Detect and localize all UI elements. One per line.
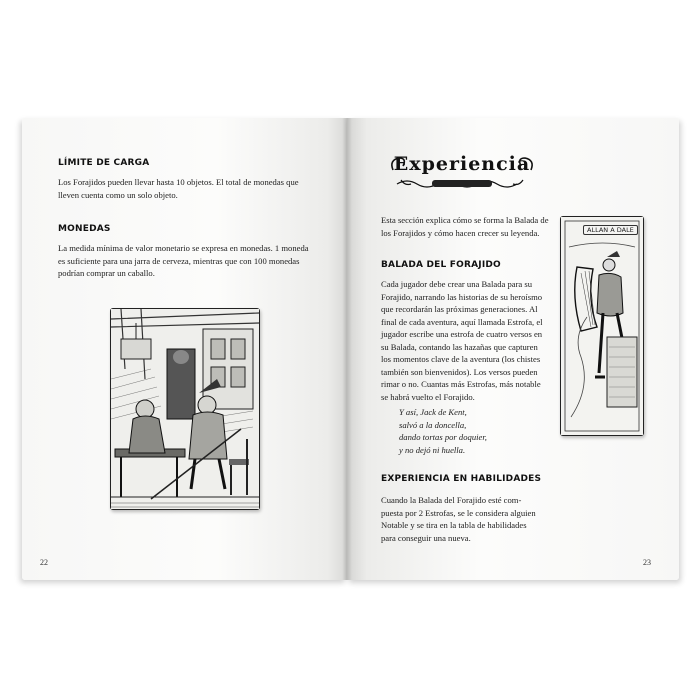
- intro-paragraph: [381, 214, 557, 239]
- book-gutter: [342, 118, 352, 580]
- text-line: Esta sección explica cómo se forma la Balada de: [381, 215, 549, 225]
- verse-line: salvó a la doncella,: [399, 419, 467, 430]
- text-line: su Balada, contando las hazañas que capturen: [381, 341, 538, 352]
- text-line: es suficiente para una jarra de cerveza, mientras que con 100 monedas: [58, 255, 300, 266]
- illustration-caption: ALLAN A DALE: [583, 225, 638, 235]
- text-line: se habrá vuelto el Forajido.: [381, 391, 475, 402]
- ballad-verse: [399, 406, 487, 456]
- text-line: que recordarán las próximas generaciones. Al: [381, 304, 538, 314]
- page-number-right: 23: [643, 558, 651, 567]
- text-line: Cuando la Balada del Forajido esté com-: [381, 495, 522, 505]
- verse-line: y no dejó ni huella.: [399, 444, 466, 455]
- text-line: Notable y se tira en la tabla de habilidades: [381, 520, 527, 530]
- heading-experiencia-en-habilidades: EXPERIENCIA EN HABILIDADES: [381, 474, 542, 484]
- text-line: Cada jugador debe crear una Balada para su: [381, 279, 533, 289]
- minstrel-engraving-image: [561, 217, 643, 435]
- allan-a-dale-illustration: [560, 216, 644, 436]
- heading-limite-de-carga: LÍMITE DE CARGA: [58, 158, 150, 168]
- left-page: [22, 118, 347, 580]
- text-line: jugador escribe una estrofa de cuatro versos en: [381, 329, 543, 339]
- heading-balada-del-forajido: BALADA DEL FORAJIDO: [381, 260, 501, 270]
- page-number-left: 22: [40, 558, 48, 567]
- text-line: para conseguir una nueva.: [381, 532, 471, 543]
- tavern-engraving-image: [111, 309, 259, 509]
- chapter-title: Experiencia: [393, 153, 531, 175]
- open-book: [22, 118, 679, 580]
- right-page: [347, 118, 679, 580]
- verse-line: dando tortas por doquier,: [399, 432, 487, 442]
- text-line: lleven cuenta como un solo objeto.: [58, 189, 178, 200]
- text-line: podrían comprar un caballo.: [58, 268, 155, 278]
- verse-line: Y así, Jack de Kent,: [399, 407, 467, 417]
- text-line: los momentos clave de la aventura (los chistes: [381, 354, 541, 364]
- text-line: también son bienvenidos). Los versos pueden: [381, 366, 538, 377]
- tavern-scene-illustration: [110, 308, 260, 510]
- paragraph-monedas: [58, 242, 320, 280]
- text-line: puesta por 2 Estrofas, se le considera alguien: [381, 507, 536, 518]
- paragraph-balada: [381, 278, 557, 403]
- paragraph-habilidades: [381, 494, 557, 544]
- text-line: final de cada aventura, aquí llamada Estrofa, el: [381, 316, 543, 327]
- paragraph-limite-de-carga: [58, 176, 320, 201]
- chapter-title-ornament: [387, 150, 537, 192]
- text-line: rimar o no. Cuantas más Estrofas, más notable: [381, 379, 541, 389]
- heading-monedas: MONEDAS: [58, 224, 111, 234]
- text-line: los Forajidos y cómo hacen crecer su leyenda.: [381, 227, 540, 238]
- text-line: Los Forajidos pueden llevar hasta 10 objetos. El total de monedas que: [58, 177, 299, 187]
- text-line: La medida mínima de valor monetario se expresa en monedas. 1 moneda: [58, 243, 309, 253]
- text-line: Forajido, narrando las historias de su heroísmo: [381, 291, 543, 302]
